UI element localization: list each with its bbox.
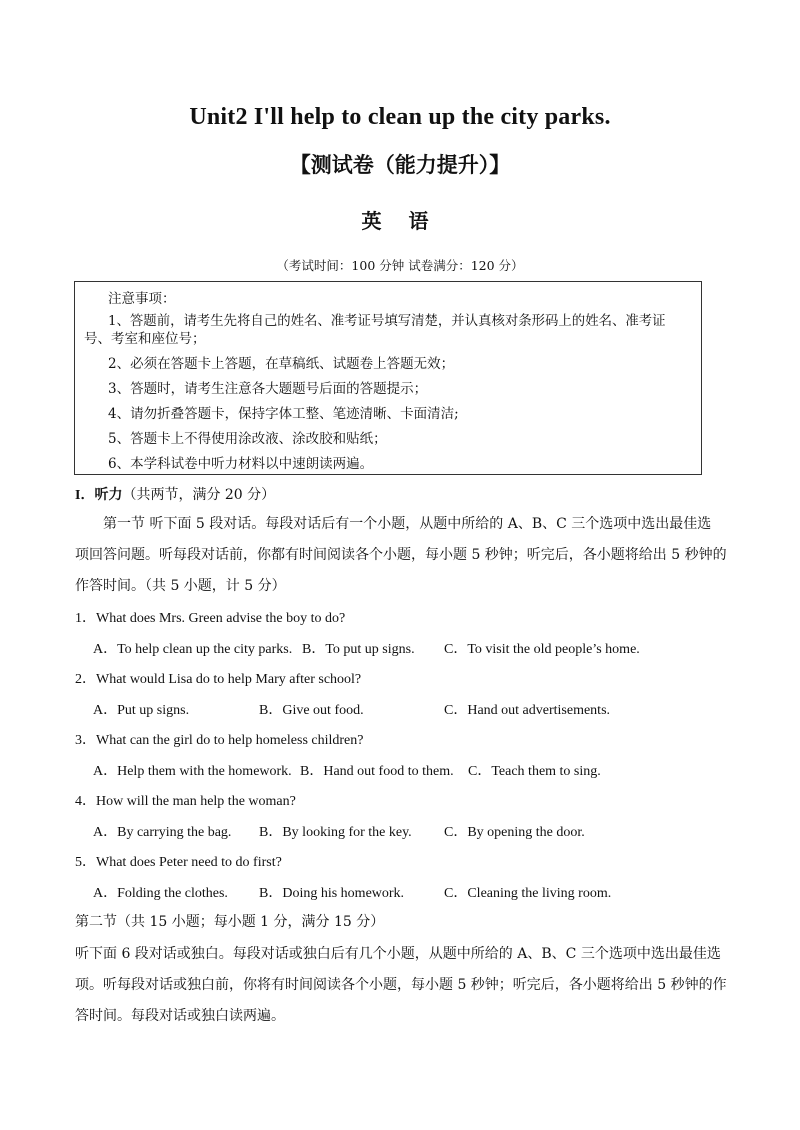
option-b: B．Doing his homework.: [259, 886, 405, 901]
instruction-line: 项。听每段对话或独白前，你将有时间阅读各个小题，每小题 5 秒钟；听完后，各小题将给出 5 秒钟的作: [75, 977, 727, 993]
option-c: C．By opening the door.: [444, 825, 585, 840]
subject-label: 英 语: [361, 209, 439, 233]
notice-line: 2、必须在答题卡上答题，在草稿纸、试题卷上答题无效；: [108, 356, 455, 372]
section-info: （共两节，满分 20 分）: [122, 487, 276, 503]
option-c: C．Hand out advertisements.: [444, 703, 611, 718]
option-a: A．Put up signs.: [93, 703, 190, 718]
notice-line: 4、请勿折叠答题卡，保持字体工整、笔迹清晰、卡面清洁;: [108, 406, 459, 422]
option-c: C．Cleaning the living room.: [444, 886, 612, 901]
notice-line: 号、考室和座位号；: [84, 331, 206, 347]
option-a: A．Help them with the homework.: [93, 764, 292, 779]
part2-heading: 第二节（共 15 小题；每小题 1 分，满分 15 分）: [75, 914, 385, 930]
option-a: A．Folding the clothes.: [93, 886, 228, 901]
option-c: C．Teach them to sing.: [468, 764, 601, 779]
option-c: C．To visit the old people’s home.: [444, 642, 640, 657]
notice-line: 6、本学科试卷中听力材料以中速朗读两遍。: [108, 456, 374, 472]
section-heading: [75, 484, 275, 504]
option-b: B．Hand out food to them.: [300, 764, 454, 779]
notice-line: 1、答题前，请考生先将自己的姓名、准考证号填写清楚，并认真核对条形码上的姓名、准考证: [108, 314, 666, 329]
option-a: A．By carrying the bag.: [93, 825, 232, 840]
instruction-line: 作答时间。（共 5 小题，计 5 分）: [75, 578, 286, 594]
question-text: 1．What does Mrs. Green advise the boy to do?: [75, 611, 346, 626]
question-text: 2．What would Lisa do to help Mary after school?: [75, 672, 362, 687]
instruction-line: 项回答问题。听每段对话前，你都有时间阅读各个小题，每小题 5 秒钟；听完后，各小题将给出 5 秒钟的: [75, 547, 727, 563]
option-a: A．To help clean up the city parks.: [93, 642, 293, 657]
instruction-line: 听下面 6 段对话或独白。每段对话或独白后有几个小题，从题中所给的 A、B、C 三个选项中选出最佳选: [75, 946, 721, 962]
question-text: 5．What does Peter need to do first?: [75, 855, 282, 870]
instruction-line: 第一节 听下面 5 段对话。每段对话后有一个小题，从题中所给的 A、B、C 三个选项中选出最佳选: [103, 516, 712, 532]
exam-info: （考试时间：100 分钟 试卷满分：120 分）: [276, 258, 524, 273]
instruction-line: 答时间。每段对话或独白读两遍。: [75, 1008, 285, 1024]
notice-line: 3、答题时，请考生注意各大题题号后面的答题提示；: [108, 381, 428, 397]
notice-heading: 注意事项：: [108, 291, 176, 307]
question-text: 4．How will the man help the woman?: [75, 794, 296, 809]
option-b: B．Give out food.: [259, 703, 364, 718]
notice-line: 5、答题卡上不得使用涂改液、涂改胶和贴纸；: [108, 431, 387, 447]
question-text: 3．What can the girl do to help homeless children?: [75, 733, 364, 748]
page-title: Unit2 I'll help to clean up the city parks.: [189, 104, 611, 130]
option-b: B．By looking for the key.: [259, 825, 412, 840]
section-label: I．听力: [75, 488, 123, 503]
option-b: B．To put up signs.: [302, 642, 415, 657]
page-subtitle: 【测试卷（能力提升）】: [289, 152, 511, 177]
notice-box: [74, 281, 702, 475]
